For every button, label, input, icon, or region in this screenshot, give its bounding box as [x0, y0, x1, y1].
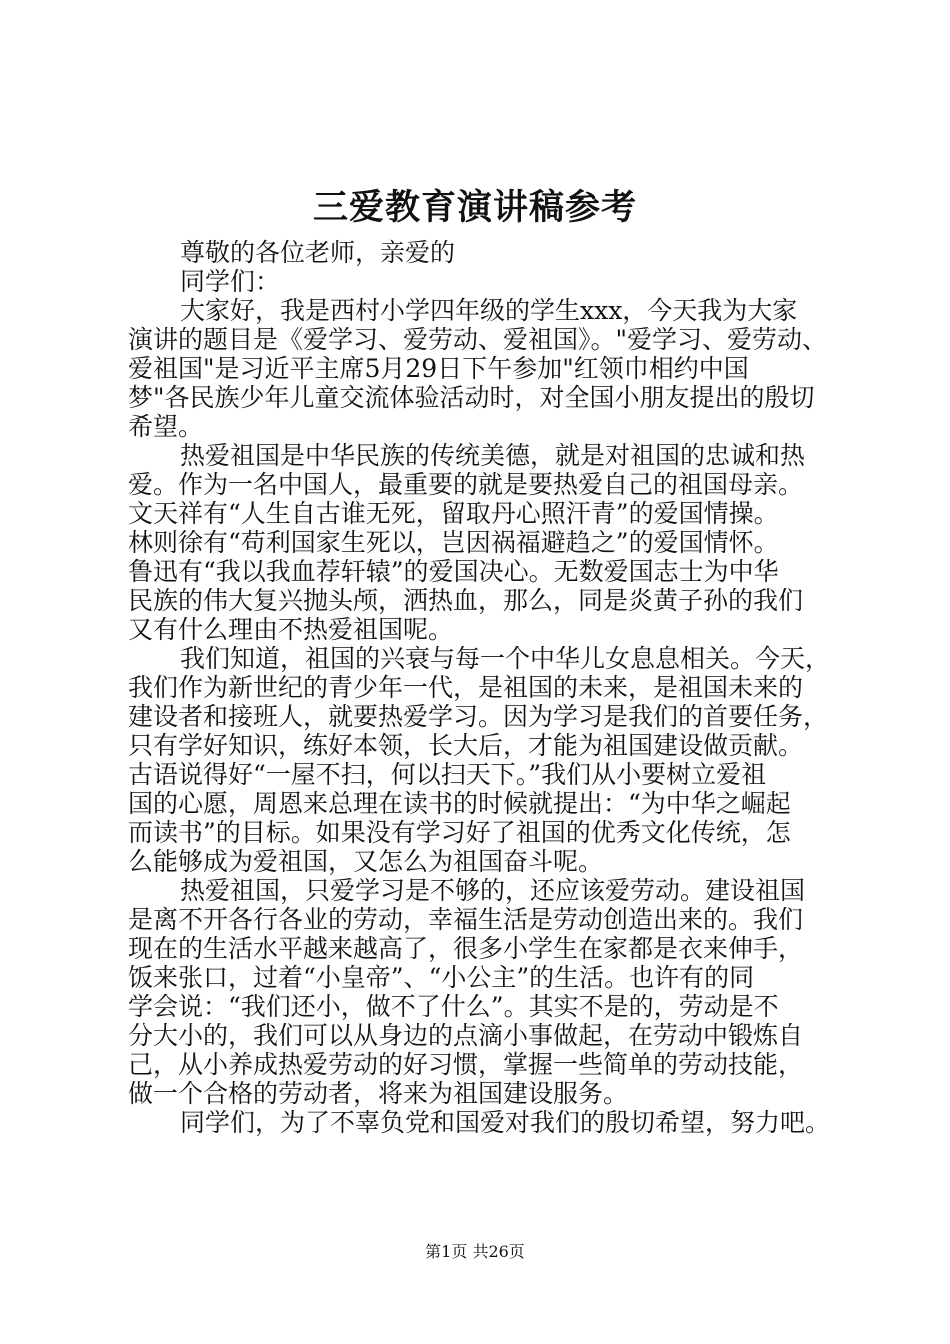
- text-line: 是离不开各行各业的劳动，幸福生活是劳动创造出来的。我们: [128, 905, 804, 934]
- text-line: 建设者和接班人，就要热爱学习。因为学习是我们的首要任务，: [128, 702, 829, 731]
- text-line: 同学们：: [180, 267, 281, 296]
- text-line: 只有学好知识，练好本领，长大后，才能为祖国建设做贡献。: [128, 731, 804, 760]
- text-line: 现在的生活水平越来越高了，很多小学生在家都是衣来伸手，: [128, 934, 804, 963]
- text-line: 民族的伟大复兴抛头颅，洒热血，那么，同是炎黄子孙的我们: [128, 586, 804, 615]
- text-line: 饭来张口，过着“小皇帝”、“小公主”的生活。也许有的同: [128, 963, 755, 992]
- text-line: 爱。作为一名中国人，最重要的就是要热爱自己的祖国母亲。: [128, 470, 804, 499]
- text-line: 古语说得好“一屋不扫，何以扫天下。”我们从小要树立爱祖: [128, 760, 767, 789]
- text-line: 么能够成为爱祖国，又怎么为祖国奋斗呢。: [128, 847, 604, 876]
- text-line: 林则徐有“苟利国家生死以，岂因祸福避趋之”的爱国情怀。: [128, 528, 779, 557]
- document-body: [128, 238, 853, 1137]
- text-line: 希望。: [128, 412, 204, 441]
- text-line: 我们作为新世纪的青少年一代，是祖国的未来，是祖国未来的: [128, 673, 804, 702]
- text-line: 爱祖国"是习近平主席5月29日下午参加"红领巾相约中国: [128, 354, 749, 383]
- text-line: 梦"各民族少年儿童交流体验活动时，对全国小朋友提出的殷切: [128, 383, 815, 412]
- text-line: 演讲的题目是《爱学习、爱劳动、爱祖国》。"爱学习、爱劳动、: [128, 325, 828, 354]
- text-line: 做一个合格的劳动者，将来为祖国建设服务。: [128, 1079, 629, 1108]
- text-line: 文天祥有“人生自古谁无死，留取丹心照汗青”的爱国情操。: [128, 499, 779, 528]
- document-title: 三爱教育演讲稿参考: [312, 187, 637, 228]
- text-line: 己，从小养成热爱劳动的好习惯，掌握一些简单的劳动技能，: [128, 1050, 804, 1079]
- text-line: 我们知道，祖国的兴衰与每一个中华儿女息息相关。今天，: [180, 644, 831, 673]
- text-line: 大家好，我是西村小学四年级的学生xxx，今天我为大家: [180, 296, 798, 325]
- text-line: 鲁迅有“我以我血荐轩辕”的爱国决心。无数爱国志士为中华: [128, 557, 779, 586]
- text-line: 同学们，为了不辜负党和国爱对我们的殷切希望，努力吧。: [180, 1108, 831, 1137]
- text-line: 又有什么理由不热爱祖国呢。: [128, 615, 454, 644]
- page-footer: 第1页 共26页: [425, 1242, 525, 1261]
- text-line: 学会说：“我们还小，做不了什么”。其实不是的，劳动是不: [128, 992, 779, 1021]
- text-line: 尊敬的各位老师，亲爱的: [180, 238, 456, 267]
- text-line: 而读书”的目标。如果没有学习好了祖国的优秀文化传统，怎: [128, 818, 791, 847]
- text-line: 热爱祖国是中华民族的传统美德，就是对祖国的忠诚和热: [180, 441, 806, 470]
- text-line: 国的心愿，周恩来总理在读书的时候就提出：“为中华之崛起: [128, 789, 791, 818]
- text-line: 热爱祖国，只爱学习是不够的，还应该爱劳动。建设祖国: [180, 876, 806, 905]
- text-line: 分大小的，我们可以从身边的点滴小事做起，在劳动中锻炼自: [128, 1021, 804, 1050]
